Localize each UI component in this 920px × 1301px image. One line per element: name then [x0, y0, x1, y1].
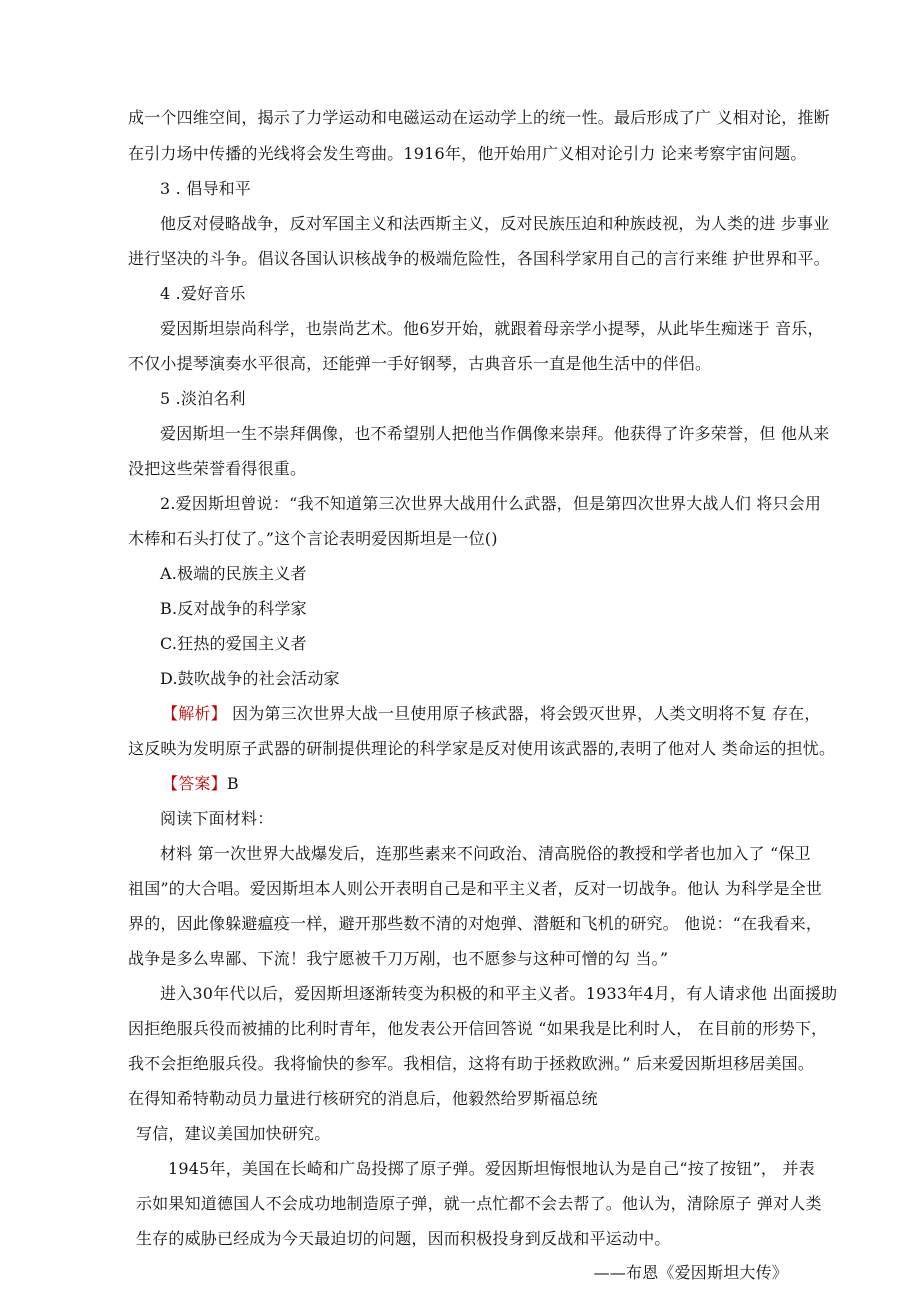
option-b: B.反对战争的科学家 [160, 599, 307, 618]
text-line: 爱因斯坦崇尚科学，也崇尚艺术。他6岁开始，就跟着母亲学小提琴，从此毕生痴迷于 音乐， [160, 319, 824, 338]
text-line: 爱因斯坦一生不崇拜偶像，也不希望别人把他当作偶像来崇拜。他获得了许多荣誉，但 他从来 [160, 424, 830, 443]
option-a: A.极端的民族主义者 [160, 564, 307, 583]
section-heading: 3 . 倡导和平 [160, 179, 252, 198]
material-line: 我不会拒绝服兵役。我将愉快的参军。我相信，这将有助于拯救欧洲。” 后来爱因斯坦移居美国。 [128, 1054, 815, 1073]
source-citation: ——布恩《爱因斯坦大传》 [593, 1263, 788, 1282]
material-line: 材料 第一次世界大战爆发后，连那些素来不问政治、清高脱俗的教授和学者也加入了 “保卫 [160, 844, 811, 863]
material-line: 祖国”的大合唱。爱因斯坦本人则公开表明自己是和平主义者，反对一切战争。他认 为科学是全世 [128, 879, 823, 898]
material-line: 战争是多么卑鄙、下流！我宁愿被千刀万剐，也不愿参与这种可憎的勾 当。” [128, 949, 669, 968]
text-line: 没把这些荣誉看得很重。 [128, 459, 307, 478]
option-d: D.鼓吹战争的社会活动家 [160, 669, 340, 688]
material-line: 生存的威胁已经成为今天最迫切的问题，因而积极投身到反战和平运动中。 [136, 1229, 671, 1248]
analysis-text: 因为第三次世界大战一旦使用原子核武器，将会毁灭世界，人类文明将不复 存在， [226, 704, 821, 723]
material-line: 进入30年代以后，爱因斯坦逐渐转变为积极的和平主义者。1933年4月，有人请求他 出面援助 [160, 984, 838, 1003]
question-text: 木棒和石头打仗了。”这个言论表明爱因斯坦是一位() [128, 529, 498, 548]
analysis-tag: 【解析】 [162, 704, 227, 723]
answer-tag: 【答案】 [162, 774, 227, 793]
text-line: 不仅小提琴演奏水平很高，还能弹一手好钢琴，古典音乐一直是他生活中的伴侣。 [128, 354, 712, 373]
text-line: 在引力场中传播的光线将会发生弯曲。1916年，他开始用广义相对论引力 论来考察宇宙问题。 [128, 144, 807, 163]
answer-line [162, 773, 239, 795]
text-line: 他反对侵略战争，反对军国主义和法西斯主义，反对民族压迫和种族歧视，为人类的进 步事业 [160, 214, 830, 233]
analysis-line [162, 703, 821, 725]
text-line: 进行坚决的斗争。倡议各国认识核战争的极端危险性，各国科学家用自己的言行来维 护世界和平。 [128, 249, 830, 268]
analysis-text: 这反映为发明原子武器的研制提供理论的科学家是反对使用该武器的,表明了他对人 类命运的担忧。 [128, 739, 836, 758]
material-line: 在得知希特勒动员力量进行核研究的消息后，他毅然给罗斯福总统 [128, 1089, 598, 1108]
section-heading: 5 .淡泊名利 [160, 389, 246, 408]
material-line: 界的，因此像躲避瘟疫一样，避开那些数不清的对炮弹、潜艇和飞机的研究。 他说：“在我看来， [128, 914, 823, 933]
answer-value: B [226, 774, 239, 793]
material-line: 1945年，美国在长崎和广岛投掷了原子弹。爱因斯坦悔恨地认为是自己“按了按钮”， 并表 [168, 1159, 815, 1178]
question-text: 2.爱因斯坦曾说：“我不知道第三次世界大战用什么武器，但是第四次世界大战人们 将只会用 [160, 494, 822, 513]
option-c: C.狂热的爱国主义者 [160, 634, 307, 653]
material-line: 阅读下面材料： [160, 809, 274, 828]
material-line: 因拒绝服兵役而被捕的比利时青年，他发表公开信回答说 “如果我是比利时人， 在目前的形势下， [128, 1019, 828, 1038]
material-line: 示如果知道德国人不会成功地制造原子弹，就一点忙都不会去帮了。他认为，清除原子 弹对人类 [136, 1194, 822, 1213]
material-line: 写信，建议美国加快研究。 [136, 1124, 331, 1143]
section-heading: 4 .爱好音乐 [160, 284, 246, 303]
text-line: 成一个四维空间，揭示了力学运动和电磁运动在运动学上的统一性。最后形成了广 义相对论，推断 [128, 108, 830, 127]
